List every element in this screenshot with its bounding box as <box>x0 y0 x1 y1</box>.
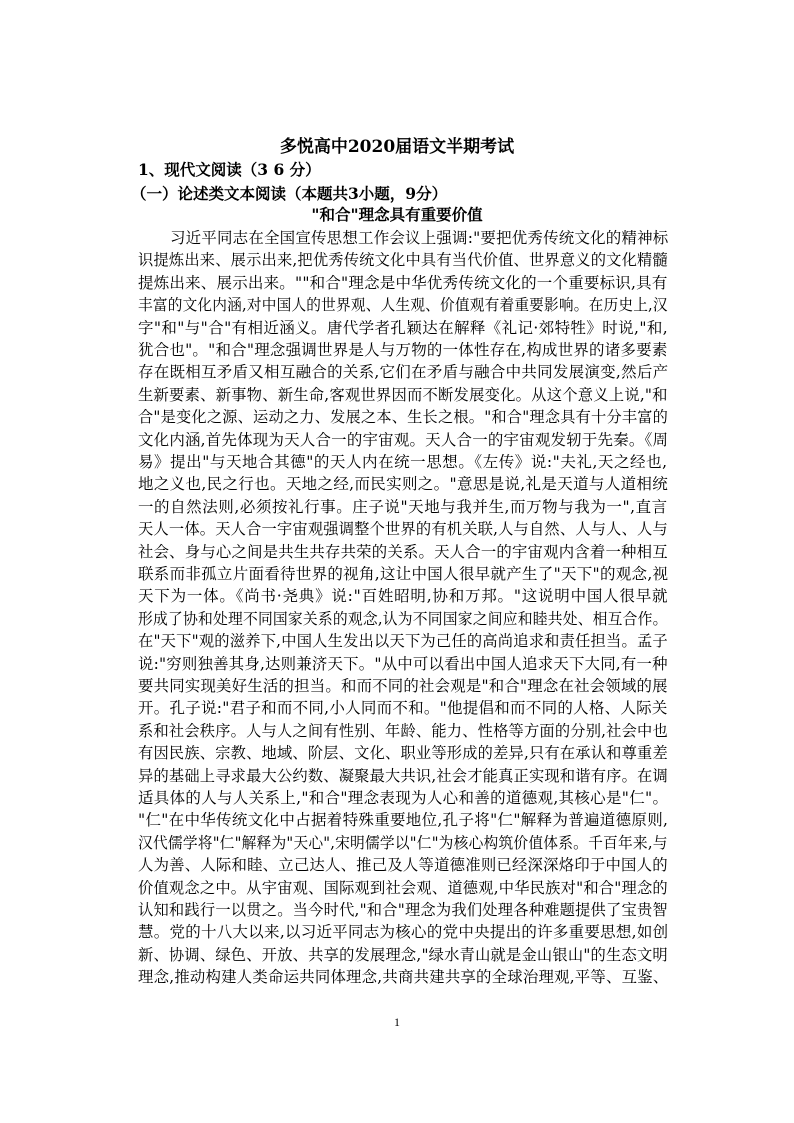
essay-line: 价值观念之中。从宇宙观、国际观到社会观、道德观,中华民族对"和合"理念的 <box>138 878 668 897</box>
essay-line: 新、协调、绿色、开放、共享的发展理念,"绿水青山就是金山银山"的生态文明 <box>138 945 668 964</box>
essay-line: 联系而非孤立片面看待世界的视角,这让中国人很早就产生了"天下"的观念,视 <box>138 565 669 583</box>
essay-line: 异的基础上寻求最大公约数、凝聚最大共识,社会才能真正实现和谐有序。在调 <box>138 766 668 785</box>
essay-line: 要共同实现美好生活的担当。和而不同的社会观是"和合"理念在社会领域的展 <box>138 677 668 695</box>
essay-line: "仁"在中华传统文化中占据着特殊重要地位,孔子将"仁"解释为普遍道德原则, <box>138 811 669 830</box>
essay-line: 社会、身与心之间是共生共存共荣的关系。天人合一的宇宙观内含着一种相互 <box>138 542 668 561</box>
essay-line: 合"是变化之源、运动之力、发展之本、生长之根。"和合"理念具有十分丰富的 <box>138 408 669 427</box>
essay-line: 认知和践行一以贯之。当今时代,"和合"理念为我们处理各种难题提供了宝贵智 <box>138 901 668 919</box>
essay-title: "和合"理念具有重要价值 <box>311 205 483 224</box>
essay-line: 一的自然法则,必须按礼行事。庄子说"天地与我并生,而万物与我为一",直言 <box>138 497 668 516</box>
essay-line: 犹合也"。"和合"理念强调世界是人与万物的一体性存在,构成世界的诸多要素 <box>138 341 668 359</box>
essay-line: 有因民族、宗教、地域、阶层、文化、职业等形成的差异,只有在承认和尊重差 <box>138 744 668 763</box>
essay-line: 开。孔子说:"君子和而不同,小人同而不和。"他提倡和而不同的人格、人际关 <box>138 699 668 718</box>
essay-line: 生新要素、新事物、新生命,客观世界因而不断发展变化。从这个意义上说,"和 <box>138 385 668 404</box>
essay-line: 理念,推动构建人类命运共同体理念,共商共建共享的全球治理观,平等、互鉴、 <box>138 968 669 987</box>
essay-line: 适具体的人与人关系上,"和合"理念表现为人心和善的道德观,其核心是"仁"。 <box>138 789 669 807</box>
exam-title: 多悦高中2020届语文半期考试 <box>279 137 515 157</box>
essay-line: 易》提出"与天地合其德"的天人内在统一思想。《左传》说:"夫礼,天之经也, <box>138 453 668 471</box>
essay-line: 形成了协和处理不同国家关系的观念,认为不同国家之间应和睦共处、相互合作。 <box>138 609 668 628</box>
essay-line: 说:"穷则独善其身,达则兼济天下。"从中可以看出中国人追求天下大同,有一种 <box>138 654 668 673</box>
essay-line: 天下为一体。《尚书·尧典》说:"百姓昭明,协和万邦。"这说明中国人很早就 <box>138 587 669 606</box>
essay-line: 提炼出来、展示出来。""和合"理念是中华优秀传统文化的一个重要标识,具有 <box>138 273 668 292</box>
essay-line: 慧。党的十八大以来,以习近平同志为核心的党中央提出的许多重要思想,如创 <box>138 923 669 942</box>
essay-line: 丰富的文化内涵,对中国人的世界观、人生观、价值观有着重要影响。在历史上,汉 <box>138 296 668 315</box>
essay-line: 系和社会秩序。人与人之间有性别、年龄、能力、性格等方面的分别,社会中也 <box>138 721 668 740</box>
essay-line: 人为善、人际和睦、立己达人、推己及人等道德准则已经深深烙印于中国人的 <box>138 856 668 875</box>
section-heading: 1、现代文阅读（3 6 分） <box>138 160 321 179</box>
essay-line: 习近平同志在全国宣传思想工作会议上强调:"要把优秀传统文化的精神标 <box>170 229 669 247</box>
essay-line: 在"天下"观的滋养下,中国人生发出以天下为己任的高尚追求和责任担当。孟子 <box>138 632 668 651</box>
essay-line: 识提炼出来、展示出来,把优秀传统文化中具有当代价值、世界意义的文化精髓 <box>138 251 668 270</box>
essay-line: 汉代儒学将"仁"解释为"天心",宋明儒学以"仁"为核心构筑价值体系。千百年来,与 <box>138 833 668 852</box>
subsection-heading: （一）论述类文本阅读（本题共3小题，9分） <box>131 184 448 203</box>
page-number: 1 <box>394 1015 400 1029</box>
essay-line: 文化内涵,首先体现为天人合一的宇宙观。天人合一的宇宙观发轫于先秦。《周 <box>138 430 669 449</box>
essay-line: 天人一体。天人合一宇宙观强调整个世界的有机关联,人与自然、人与人、人与 <box>138 520 668 539</box>
essay-line: 地之义也,民之行也。天地之经,而民实则之。"意思是说,礼是天道与人道相统 <box>138 475 669 494</box>
essay-line: 字"和"与"合"有相近涵义。唐代学者孔颖达在解释《礼记·郊特牲》时说,"和, <box>138 318 669 337</box>
essay-line: 存在既相互矛盾又相互融合的关系,它们在矛盾与融合中共同发展演变,然后产 <box>138 363 669 382</box>
